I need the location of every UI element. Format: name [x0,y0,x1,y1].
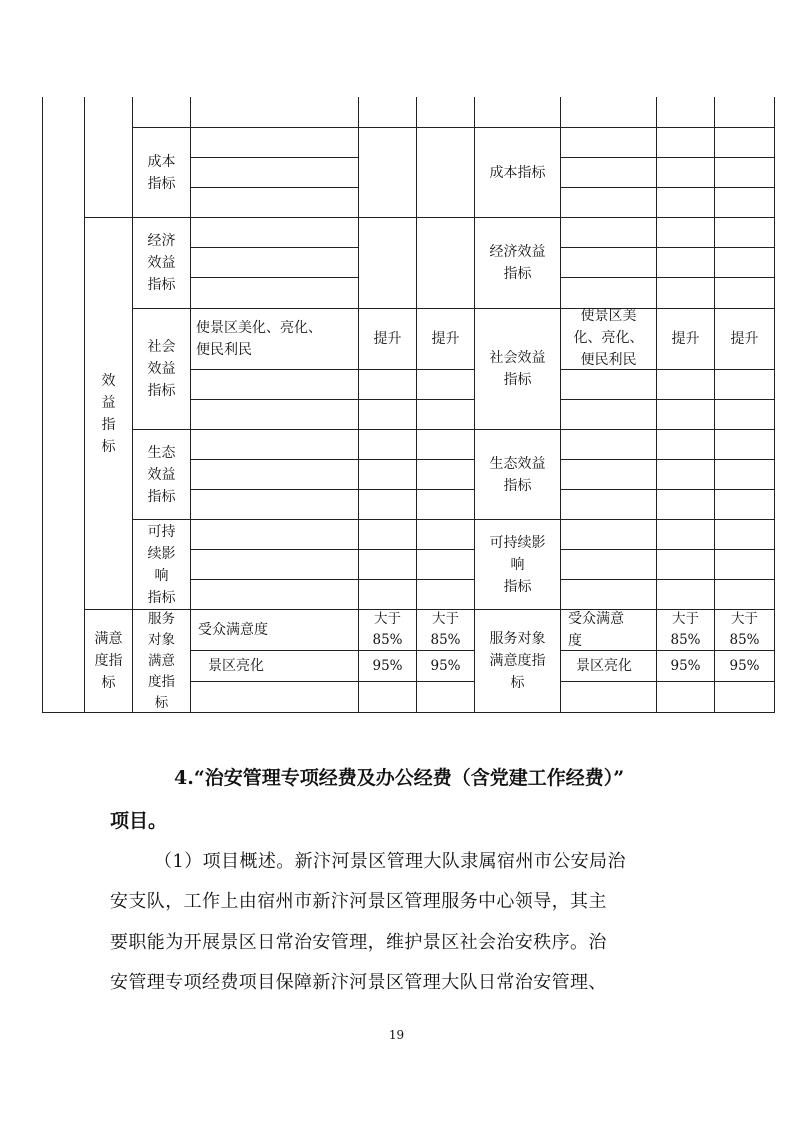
scenic-lighting-value-2: 95% [430,657,461,674]
scenic-lighting-right-value-2: 95% [729,657,760,674]
section-heading-line-1: 4.“治安管理专项经费及办公经费（含党建工作经费）” [174,767,625,789]
service-satisfaction-label: 服务 对象 满意 度指 标 [148,610,175,711]
scenic-lighting-value-1: 95% [372,657,403,674]
scenic-lighting-right-value-1: 95% [670,657,701,674]
performance-indicator-table [42,97,775,713]
paragraph-line-2: 安支队，工作上由宿州市新汴河景区管理服务中心领导，其主 [110,891,607,912]
ecological-benefit-right-label: 生态效益 指标 [489,455,546,494]
page-number: 19 [388,1028,405,1042]
economic-benefit-label: 经济 效益 指标 [147,233,176,293]
scenic-lighting-label: 景区亮化 [208,658,264,674]
audience-satisfaction-right-label: 受众满意 度 [568,611,624,649]
paragraph-line-3: 要职能为开展景区日常治安管理，维护景区社会治安秩序。治 [110,932,607,953]
service-satisfaction-right-label: 服务对象 满意度指 标 [489,631,546,691]
sustainable-impact-right-label: 可持续影 响 指标 [489,534,546,595]
social-benefit-right-content: 使景区美 化、亮化、 便民利民 [573,308,644,368]
paragraph-line-1: （1）项目概述。新汴河景区管理大队隶属宿州市公安局治 [154,851,626,872]
audience-satisfaction-label: 受众满意度 [198,622,268,638]
paragraph-line-4: 安管理专项经费项目保障新汴河景区管理大队日常治安管理、 [110,972,607,993]
social-benefit-value-1: 提升 [373,331,402,347]
social-benefit-right-value-2: 提升 [730,331,759,347]
social-benefit-content: 使景区美化、亮化、 便民利民 [196,320,322,358]
cost-indicator-right-label: 成本指标 [489,164,546,181]
audience-satisfaction-right-value-2: 大于 85% [729,611,760,648]
audience-satisfaction-value-2: 大于 85% [430,611,461,648]
social-benefit-right-value-1: 提升 [671,331,700,347]
benefit-indicator-group-label: 效 益 指 标 [101,372,116,455]
scenic-lighting-right-label: 景区亮化 [576,658,632,674]
audience-satisfaction-right-value-1: 大于 85% [670,611,701,648]
satisfaction-group-label: 满意 度指 标 [94,631,123,691]
ecological-benefit-label: 生态 效益 指标 [147,444,176,505]
social-benefit-right-label: 社会效益 指标 [489,350,546,388]
sustainable-impact-label: 可持 续影 响 指标 [147,523,176,606]
economic-benefit-right-label: 经济效益 指标 [489,244,546,282]
cost-indicator-label: 成本 指标 [147,153,176,192]
section-heading-line-2: 项目。 [110,810,168,832]
audience-satisfaction-value-1: 大于 85% [372,611,403,648]
social-benefit-value-2: 提升 [431,331,460,347]
social-benefit-label: 社会 效益 指标 [147,339,176,399]
